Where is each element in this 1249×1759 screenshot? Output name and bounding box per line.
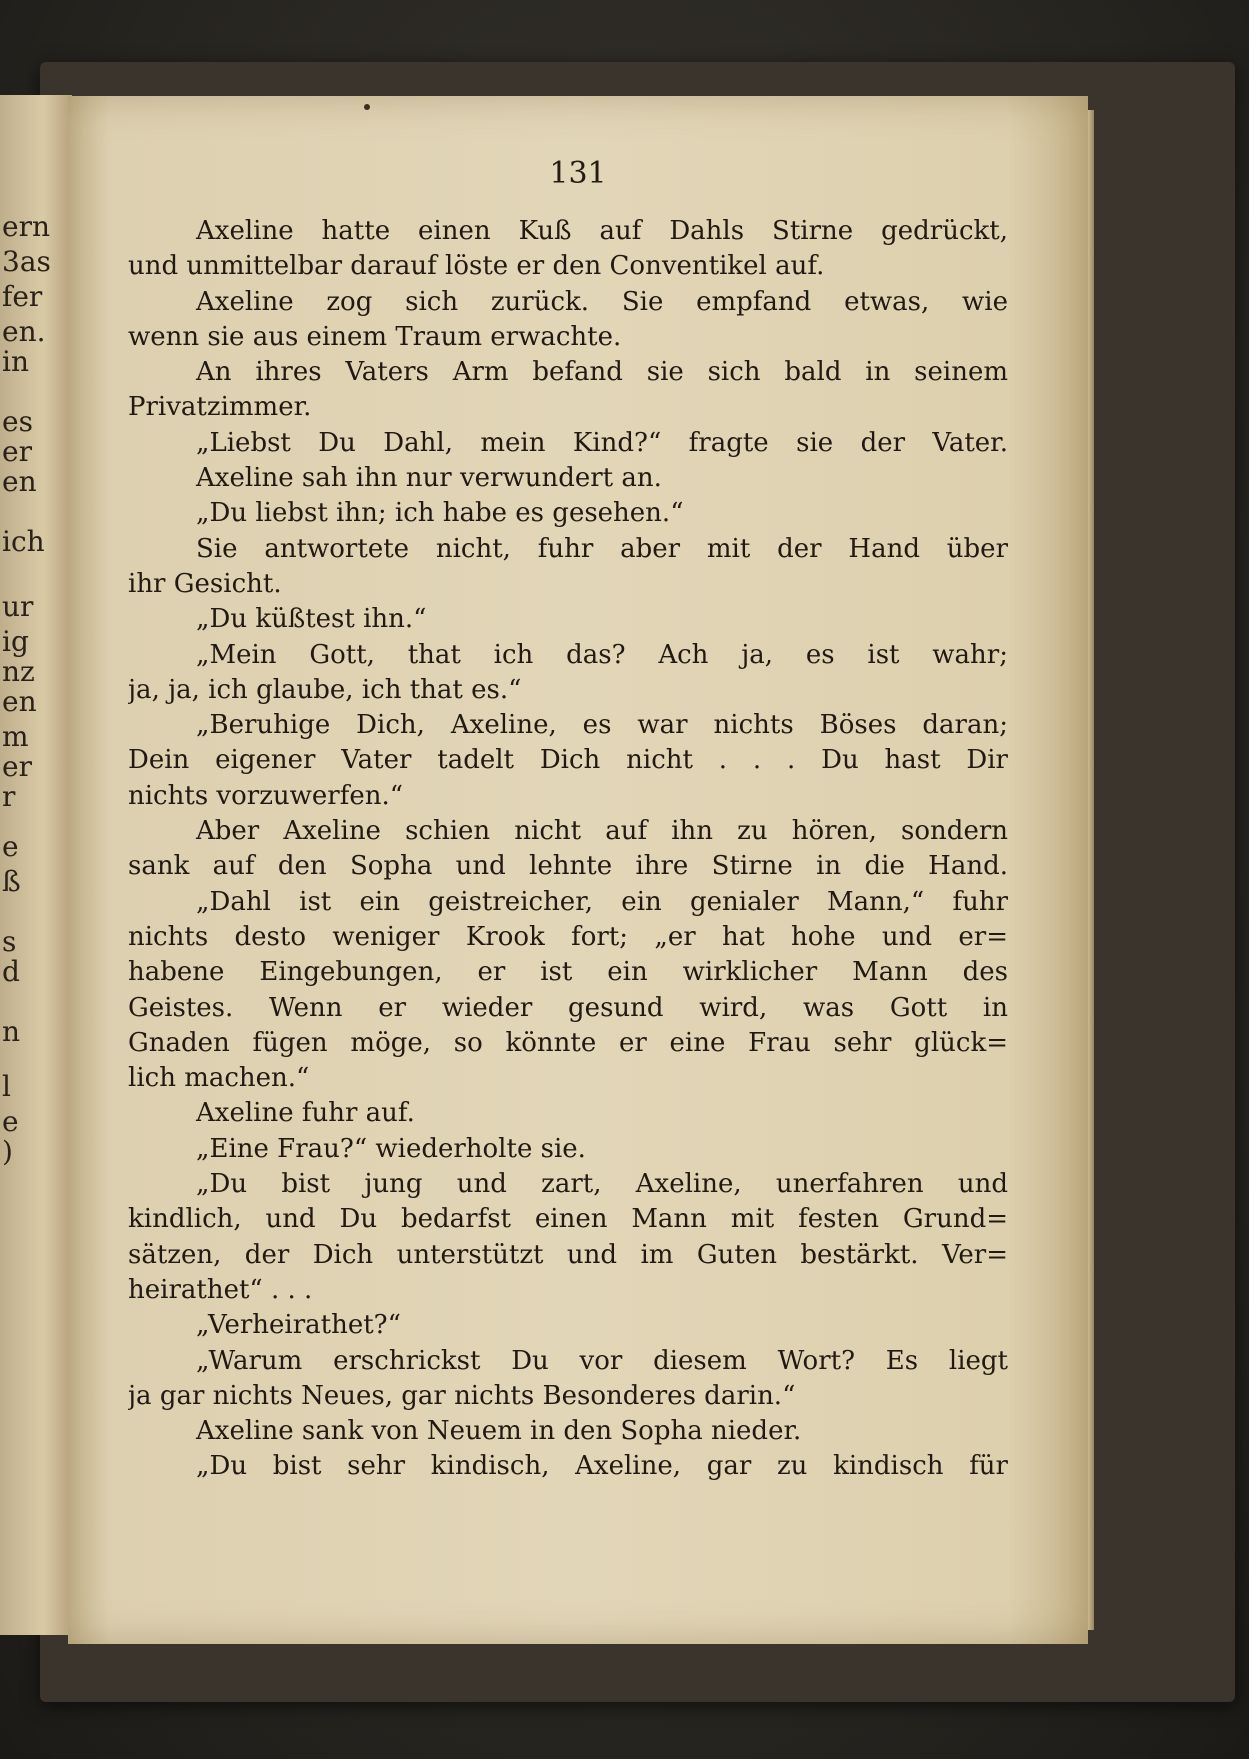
text-line: „Beruhige Dich, Axeline, es war nichts Böses daran; (196, 710, 1008, 741)
text-line: sätzen, der Dich unterstützt und im Guten bestärkt. Ver= (128, 1239, 1008, 1270)
text-line: Privatzimmer. (128, 392, 312, 423)
previous-page-text-fragment: d (2, 955, 20, 988)
text-line: „Verheirathet?“ (196, 1310, 401, 1341)
text-line: nichts vorzuwerfen.“ (128, 780, 404, 811)
text-line: kindlich, und Du bedarfst einen Mann mit festen Grund= (128, 1204, 1008, 1235)
text-line: Axeline sah ihn nur verwundert an. (196, 463, 662, 494)
text-line: ihr Gesicht. (128, 568, 282, 599)
previous-page-text-fragment: fer (2, 280, 43, 313)
text-line: „Du bist sehr kindisch, Axeline, gar zu kindisch für (196, 1451, 1008, 1482)
text-line: „Liebst Du Dahl, mein Kind?“ fragte sie der Vater. (196, 427, 1008, 458)
previous-page-text-fragment: s (2, 925, 17, 958)
text-line: habene Eingebungen, er ist ein wirklicher Mann des (128, 957, 1008, 988)
text-line: Dein eigener Vater tadelt Dich nicht . . . Du hast Dir (128, 745, 1008, 776)
previous-page-text-fragment: en (2, 465, 37, 498)
text-line: Geistes. Wenn er wieder gesund wird, was Gott in (128, 992, 1008, 1023)
previous-page-edge (0, 95, 72, 1635)
text-line: „Du liebst ihn; ich habe es gesehen.“ (196, 498, 684, 529)
text-line: lich machen.“ (128, 1063, 310, 1094)
ink-speck (364, 104, 370, 110)
previous-page-text-fragment: r (2, 780, 16, 813)
text-line: heirathet“ . . . (128, 1274, 313, 1305)
previous-page-text-fragment: e (2, 1105, 19, 1138)
text-line: „Eine Frau?“ wiederholte sie. (196, 1133, 586, 1164)
body-text (128, 214, 1008, 1485)
previous-page-text-fragment: en (2, 685, 37, 718)
text-line: „Du küßtest ihn.“ (196, 604, 427, 635)
previous-page-text-fragment: ig (2, 625, 29, 658)
text-line: „Mein Gott, that ich das? Ach ja, es ist wahr; (196, 639, 1008, 670)
text-line: An ihres Vaters Arm befand sie sich bald in seinem (196, 357, 1008, 388)
previous-page-text-fragment: 3as (2, 245, 51, 278)
text-line: „Du bist jung und zart, Axeline, unerfahren und (196, 1169, 1008, 1200)
text-line: „Dahl ist ein geistreicher, ein genialer Mann,“ fuhr (196, 886, 1008, 917)
previous-page-text-fragment: en. (2, 315, 46, 348)
text-line: Axeline fuhr auf. (196, 1098, 415, 1129)
text-line: Aber Axeline schien nicht auf ihn zu hören, sondern (196, 816, 1008, 847)
previous-page-text-fragment: in (2, 345, 29, 378)
book-page (68, 96, 1088, 1644)
text-line: Gnaden fügen möge, so könnte er eine Frau sehr glück= (128, 1027, 1008, 1058)
previous-page-text-fragment: ern (2, 210, 50, 243)
page-number: 131 (549, 156, 607, 191)
text-line: sank auf den Sopha und lehnte ihre Stirne in die Hand. (128, 851, 1008, 882)
previous-page-text-fragment: n (2, 1015, 21, 1048)
text-line: Axeline hatte einen Kuß auf Dahls Stirne gedrückt, (196, 216, 1008, 246)
previous-page-text-fragment: m (2, 720, 29, 753)
previous-page-text-fragment: ) (2, 1135, 13, 1168)
text-line: wenn sie aus einem Traum erwachte. (128, 321, 622, 352)
previous-page-text-fragment: ur (2, 590, 34, 623)
previous-page-text-fragment: ich (2, 525, 45, 558)
text-line: und unmittelbar darauf löste er den Conventikel auf. (128, 251, 825, 282)
previous-page-text-fragment: es (2, 405, 33, 438)
previous-page-text-fragment: er (2, 750, 32, 783)
text-line: Sie antwortete nicht, fuhr aber mit der Hand über (196, 533, 1008, 564)
text-line: ja gar nichts Neues, gar nichts Besonderes darin.“ (128, 1380, 796, 1411)
text-line: „Warum erschrickst Du vor diesem Wort? Es liegt (196, 1345, 1008, 1376)
text-line: Axeline zog sich zurück. Sie empfand etwas, wie (196, 286, 1008, 317)
text-line: Axeline sank von Neuem in den Sopha nieder. (196, 1416, 802, 1447)
previous-page-text-fragment: l (2, 1070, 11, 1103)
previous-page-text-fragment: er (2, 435, 32, 468)
previous-page-text-fragment: nz (2, 655, 35, 688)
previous-page-text-fragment: ß (2, 865, 21, 898)
previous-page-text-fragment: e (2, 830, 19, 863)
text-line: ja, ja, ich glaube, ich that es.“ (128, 674, 522, 705)
text-line: nichts desto weniger Krook fort; „er hat hohe und er= (128, 921, 1008, 952)
